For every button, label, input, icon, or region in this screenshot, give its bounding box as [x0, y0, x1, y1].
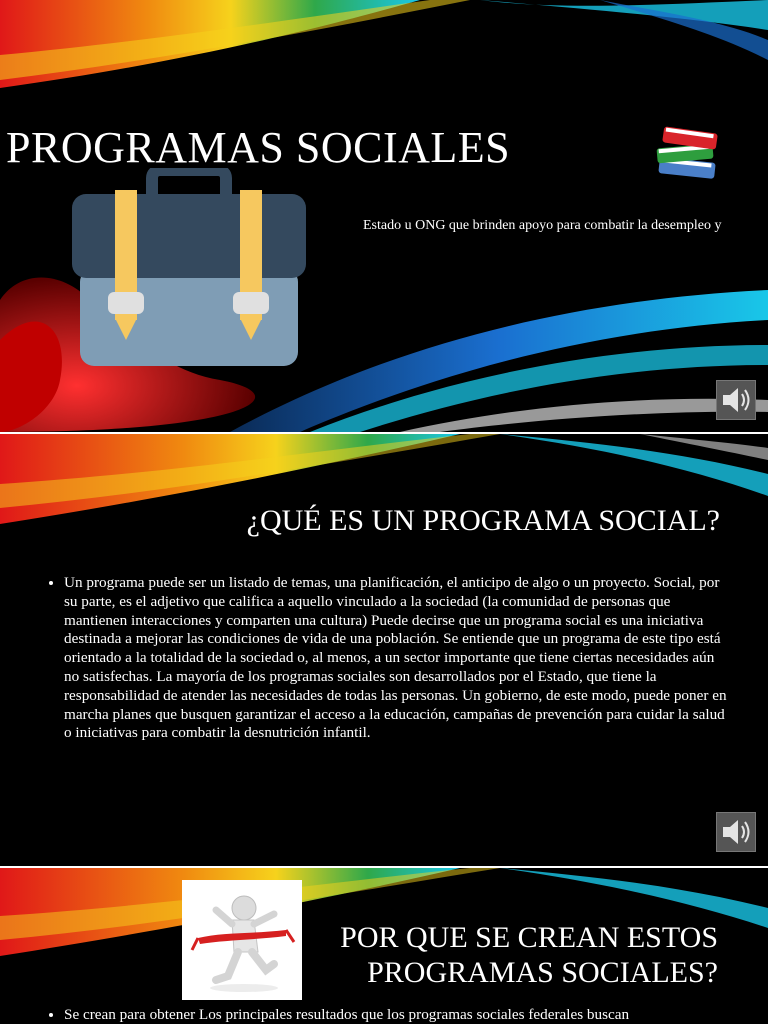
list-item: • Un programa puede ser un listado de temas, una planificación, el anticipo de algo o un proyecto. Social, por su parte, es el adjetivo que califica a aquello vinculado a la sociedad (la comunidad de personas que mantienen interacciones y comparten una cultura) Puede decirse que un programa social es una iniciativa destinada a mejorar las condiciones de vida de una población. Se entiende que un programa de este tipo está orientado a la totalidad de la sociedad o, al menos, a un sector importante que tiene ciertas necesidades aún no satisfechas. La mayoría de los programas sociales son desarrollados por el Estado, que tiene la responsabilidad de atender las necesidades de todas las personas. Un gobierno, de este modo, puede poner en marcha planes que busquen garantizar el acceso a la educación, campañas de prevención para cuidar la salud o iniciativas para combatir la desnutrición infantil.: [64, 574, 728, 743]
books-icon: [655, 120, 723, 182]
speaker-icon[interactable]: [716, 380, 756, 420]
slide-3: [0, 868, 768, 1024]
bullet-list: [48, 574, 728, 743]
slide-3-title: [340, 920, 718, 990]
slide-3-body: [48, 1006, 738, 1024]
slide-1: [0, 0, 768, 432]
slide-1-title: PROGRAMAS SOCIALES: [6, 123, 511, 172]
slide-3-title-line-2: PROGRAMAS SOCIALES?: [367, 956, 718, 989]
finish-line-runner-icon: [182, 880, 302, 1000]
briefcase-icon: [70, 168, 308, 368]
speaker-icon[interactable]: [716, 812, 756, 852]
slide-2: [0, 434, 768, 866]
list-item: • Se crean para obtener Los principales resultados que los programas sociales federales buscan: [64, 1006, 738, 1024]
slide-2-body: [48, 574, 728, 743]
slide-2-title: ¿QUÉ ES UN PROGRAMA SOCIAL?: [246, 504, 720, 537]
slide-3-title-line-1: POR QUE SE CREAN ESTOS: [340, 921, 718, 954]
slide-1-subtitle: Estado u ONG que brinden apoyo para combatir la desempleo y: [363, 218, 722, 233]
bullet-list: [48, 1006, 738, 1024]
